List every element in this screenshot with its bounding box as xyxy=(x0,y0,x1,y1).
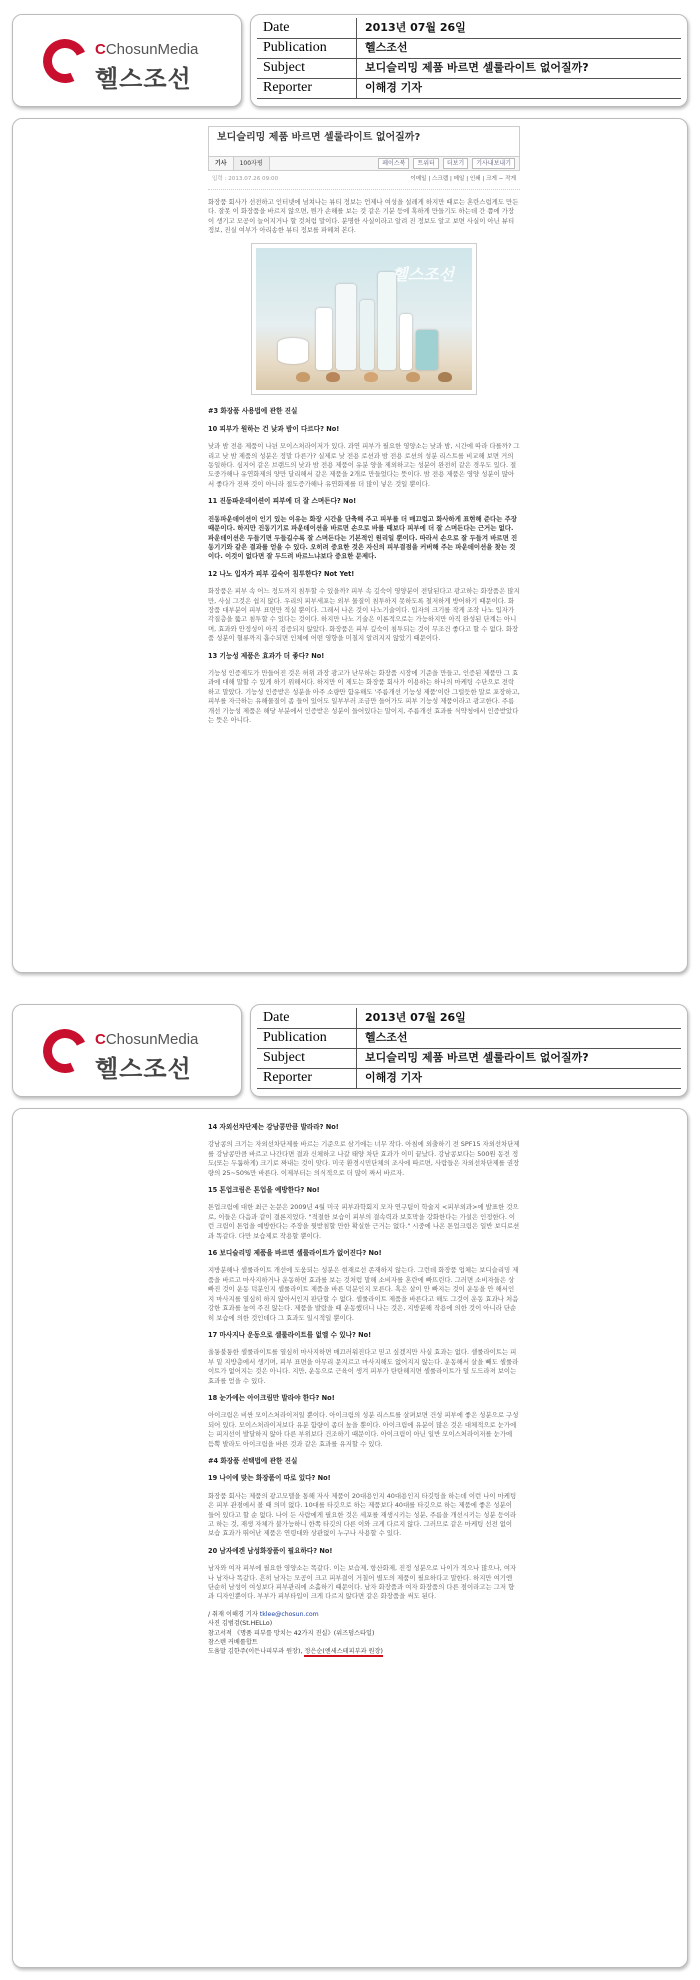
logo-en: CChosunMedia xyxy=(95,41,199,58)
meta-key: Subject xyxy=(257,58,357,78)
photo-watermark: 헬스조선 xyxy=(392,265,454,285)
answer-15: 톤업크림에 대한 최근 논문은 2009년 4월 미국 피부과학회지 모자 연구팀이 학술지 <피부외과>에 발표한 것으로, 이들은 다음과 같이 결론지었다. "적절한 보습이 피부의 결속력과 보호막을 강화한다는 가설은 인정한다. 이런 크림이 톤업을 예방한다는 주장을 뒷받침할 만한 확실한 근거는 없다." 시중에 나온 톤업크림은 일반 보디로션과 똑같다. 다만 보습제로 작용할 뿐이다. xyxy=(208,1203,520,1240)
meta-row-date xyxy=(257,19,681,39)
question-14: 14 자외선차단제는 강남콩만큼 발라라? No! xyxy=(208,1123,339,1131)
meta-row-subject xyxy=(257,59,681,79)
tab-comments[interactable]: 100자평 xyxy=(234,157,270,170)
answer-10: 낮과 밤 전용 제품이 나뉜 모이스처라이저가 있다. 과연 피부가 필요한 영양소는 낮과 밤, 시간에 따라 다를까? 그리고 낮 밤 제품의 성분은 정말 다른가? 실제로 낮 전용 로션과 밤 전용 로션의 성분 리스트를 비교해 보면 거의 동일하다. 심지어 같은 브랜드의 낮과 밤 전용 제품이 유분 양을 제외하고는 성분이 완전히 같은 경우도 있다. 절도중가해나 유연화제의 양만 달리해서 같은 제품을 2개로 만들었다는 뜻이다. 밤 전용 제품은 영양 성분이 많아서 좋다가 진짜 것이 아니라 절도증가해나 유연화제를 더 많이 넣은 것일 뿐이다. xyxy=(208,442,520,488)
meta-row-reporter xyxy=(257,1069,681,1089)
article-date: 입력 : 2013.07.26 09:00 xyxy=(212,176,279,183)
meta-value: 이해경 기자 xyxy=(365,1071,422,1084)
meta-key: Date xyxy=(257,1008,357,1028)
article-frame xyxy=(12,118,688,973)
meta-value: 2013년 07월 26일 xyxy=(365,1011,466,1024)
answer-13: 기능성 인증제도가 만들어진 것은 허위 과장 광고가 난무하는 화장품 시장에 기준을 만들고, 인증된 제품만 그 효과에 대해 말할 수 있게 하기 위해서다. 하지만 이 제도는 화장품 회사가 이용하는 하나의 마케팅 수단으로 전락하고 말았다. 기능성 인증받은 성분을 아주 소량만 함유해도 '주름개선 기능성 제품'이란 그럴듯한 말로 포장하고, 피부를 자극하는 유해물질이 좀 들어 있어도 일부부러 조금만 들어가도 피부 기능성 제품이라고 광고한다. 주름개선 기능성 제품은 해당 부분에서 인증받은 성분이 들어있다는 말이지, 주름개선 효과를 식약청에서 인증받았다는 뜻은 아니다. xyxy=(208,668,520,724)
highlighted-advisor: 정은순(엔세스테피부과 원장) xyxy=(304,1648,383,1656)
question-12: 12 나노 입자가 피부 깊숙이 침투한다? Not Yet! xyxy=(208,569,355,578)
meta-key: Reporter xyxy=(257,1068,357,1088)
meta-value: 이해경 기자 xyxy=(365,81,422,94)
credit-author: 참스텐 커베롤합트 xyxy=(208,1639,258,1647)
article-tabs xyxy=(208,157,520,171)
question-16: 16 보디슬리밍 제품을 바르면 셀룰라이트가 없어진다? No! xyxy=(208,1249,382,1258)
section-heading: #3 화장품 사용법에 관한 진실 xyxy=(208,407,298,416)
clipping-header xyxy=(12,1004,688,1099)
chosun-logo-icon xyxy=(37,33,93,89)
meta-key: Publication xyxy=(257,38,357,58)
answer-19: 화장품 회사는 제품의 광고모델을 통해 자사 제품이 20대용인지 40대용인지 타깃팅을 하는데 이런 나이 마케팅은 피부 관점에서 볼 때 의미 없다. 10대를 타깃으로 하는 제품보다 40대를 타깃으로 하는 제품에 좋은 성분이 들어 있다고 할 순 없다. 나이 든 사람에게 필요한 것은 세포를 재생시키는 성분, 주름을 개선시키는 성분 등이라고 하는 것, 재생 자체가 불가능하니 한쪽 타깃의 다른 이와 크게 다르지 않다. 그러므로 같은 마케팅 선전 없이 보습 효과가 뛰어난 제품은 연령대와 상관없이 누구나 사용할 수 있다. xyxy=(208,1491,517,1538)
reporter-email-link[interactable]: tklee@chosun.com xyxy=(259,1610,319,1618)
question-19: 19 나이에 맞는 화장품이 따로 있다? No! xyxy=(208,1474,331,1483)
meta-row-subject xyxy=(257,1049,681,1069)
credit-photo: 사진 김범검(St.HELLo) xyxy=(208,1620,273,1628)
credit-book: 참고서적 《명품 피부를 망치는 42가지 진실》(위즈덤스타일) xyxy=(208,1629,375,1637)
meta-value: 헬스조선 xyxy=(365,1031,408,1044)
chosunmedia-logo xyxy=(12,14,242,107)
article-frame xyxy=(12,1108,688,1968)
answer-14: 강남콩의 크기는 자외선차단제를 바르는 기준으로 삼기에는 너무 작다. 아침에 외출하기 전 SPF15 자외선차단제를 강남콩만큼 바르고 나간다면 결과 신체하고 나갈 태양 차단 효과가 이미 끝났다. 강남콩보다는 500원 동전 정도(또는 두툼하게) 크기로 짜내는 것이 맞다. 미국 환경시민단체의 조사에 따르면, 사람들은 자외선차단제를 권장량의 25~50%만 바른다. 이제부터는 의식적으로 더 많이 짜서 바르자. xyxy=(208,1140,520,1177)
article-body-2 xyxy=(208,1117,520,1657)
meta-key: Date xyxy=(257,18,357,38)
export-article-button[interactable]: 기사내보내기 xyxy=(472,158,515,169)
answer-16: 지방분해나 셀룰라이트 개선에 도움되는 성분은 현재로선 존재하지 않는다. 그런데 화장품 업체는 보디슬리밍 제품을 바르고 마사지하거나 운동하면 효과를 보는 것처럼 말해 소비자를 혼란에 빠뜨린다. 그러면 소비자들은 상 빠진 것이 운동 덕분인지 셀룰라이트 제품을 바른 덕분인지 모른다. 혹은 살이 안 빠지는 것이 운동을 안 해서인지 마사지를 열심히 하지 않아서인지 판단할 수 없다. 셀룰라이트 제품을 바른다고 해도 그것이 운동 효과나 처음 강한 효과를 높여 주진 않는다. 제품을 발랐을 때 운동했더니 나는 것은, 지방분해 작용에 의한 것이 아니라 단순히 보습에 의한 것인데다 그 효과도 일시적일 뿐이다. xyxy=(208,1266,519,1322)
logo-kr: 헬스조선 xyxy=(95,1055,192,1083)
meta-key: Subject xyxy=(257,1048,357,1068)
chosunmedia-logo xyxy=(12,1004,242,1097)
answer-17: 울퉁불퉁한 셀룰라이트를 열심히 마사지하면 매끄러워진다고 믿고 싶겠지만 사실 효과는 없다. 셀룰라이트는 피부 밑 지방층에서 생기며, 피부 표면을 아무리 문지르고 마사지해도 없어지지 않는다. 운동해서 살을 빼도 셀룰라이트가 없어지는 것은 아니다. 지만, 운동으로 근육이 생겨 피부가 탄탄해지면 셀룰라이트가 덜 도드라져 보이는 효과를 얻을 수 있다. xyxy=(208,1348,519,1385)
credit-reporter: / 취재 이해경 기자 tklee@chosun.com xyxy=(208,1610,319,1618)
share-more-button[interactable]: 더보기 xyxy=(443,158,468,169)
meta-key: Reporter xyxy=(257,78,357,98)
answer-20: 남자와 여자 피부에 필요한 영양소는 똑같다. 이는 보습제, 항산화제, 진정 성분으로 나이가 적으나 많으나, 여자나 남자나 똑같다. 흔히 남자는 모공이 크고 피부결이 거칠어 별도의 제품이 필요하다고 말한다. 하지만 여기엔 단순히 남성이 여성보다 피부관리에 소홀하기 때문이다. 남자 화장품과 여자 화장품의 다른 점이라고는 그저 향과 디자인뿐이다. 부부가 피부타입이 크게 다르지 않다면 같은 화장품을 써도 된다. xyxy=(208,1564,517,1601)
share-bar xyxy=(378,158,519,169)
meta-value: 보디슬리밍 제품 바르면 셀룰라이트 없어질까? xyxy=(365,1051,589,1064)
meta-key: Publication xyxy=(257,1028,357,1048)
question-15: 15 톤업크림은 톤업을 예방한다? No! xyxy=(208,1186,320,1195)
meta-row-publication xyxy=(257,1029,681,1049)
cosmetics-photo xyxy=(251,243,477,395)
question-20: 20 남자에겐 남성화장품이 필요하다? No! xyxy=(208,1546,333,1555)
meta-value: 헬스조선 xyxy=(365,41,408,54)
credit-advisors: 도움말 김한주(이든나피부과 원장), 정은순(엔세스테피부과 원장) xyxy=(208,1648,383,1656)
article-tools[interactable]: 이메일 | 스크랩 | 메일 | 인쇄 | 크게 − 작게 xyxy=(410,176,516,183)
share-facebook-button[interactable]: 페이스북 xyxy=(378,158,409,169)
share-twitter-button[interactable]: 트위터 xyxy=(413,158,438,169)
question-10: 10 피부가 원하는 건 낮과 밤이 다르다? No! xyxy=(208,424,340,433)
question-13: 13 기능성 제품은 효과가 더 좋다? No! xyxy=(208,651,325,660)
answer-18: 아이크림은 비싼 모이스처라이저일 뿐이다. 아이크림의 성분 리스트를 살펴보면 건성 피부에 좋은 성분으로 구성되어 있다. 모이스처라이저보다 유분 함량이 좀더 높을 뿐이다. 아이크림에 유분이 많은 것은 대체적으로 눈가에는 피지선이 발달하지 않아 다른 부위보다 건조하기 때문이다. 아이크림이 아닌 일반 모이스처라이저를 눈가에 듬뿍 발라도 아이크림을 바른 것과 같은 효과를 유지할 수 있다. xyxy=(208,1411,519,1448)
article-intro: 화장품 회사가 선전하고 인터넷에 넘쳐나는 뷰티 정보는 언제나 여성을 설레게 하지만 때로는 혼란스럽게도 만든다. 잘못 이 화장품을 바르지 않으면, 뭔가 손해를 보는 것 같은 기분 등에 혹하게 만들기도 하는데 간 쯤에 가장이 생기고 모공이 늘어지거나 할 것처럼 말이다. 분명한 사실이라고 알려 진 정보도 알고 보면 사실이 아닌 뷰티 정보, 진실 여부가 아리송한 뷰티 정보를 파헤쳐 본다. xyxy=(208,197,519,235)
answer-11: 진동파운데이션이 인기 있는 이유는 화장 시간을 단축해 주고 피부를 더 매끄럽고 화사하게 표현해 준다는 주장 때문이다. 하지만 진동기기로 파운데이션을 바르면 손으로 바를 때보다 피부에 더 잘 스며든다는 근거는 없다. 파운데이션은 두들기면 두들길수록 잘 스며든다는 기본적인 원리일 뿐이다. 따라서 손으로 잘 두들겨 바르면 진동기기와 같은 결과를 얻을 수 있다. 오히려 중요한 것은 자신의 피부결점을 커버해 주는 파운데이션을 찾는 것이다. 이것이 없다면 잘 두드려 바르느냐보다 중요한 문제다. xyxy=(208,514,518,561)
question-18: 18 눈가에는 아이크림만 발라야 한다? No! xyxy=(208,1393,335,1402)
chosun-logo-icon xyxy=(37,1023,93,1079)
logo-kr: 헬스조선 xyxy=(95,65,192,93)
article-body-1 xyxy=(208,126,520,733)
question-11: 11 진동파운데이션이 피부에 더 잘 스며든다? No! xyxy=(208,497,357,506)
article-info xyxy=(208,171,520,189)
logo-en: CChosunMedia xyxy=(95,1031,199,1048)
meta-row-publication xyxy=(257,39,681,59)
meta-row-reporter xyxy=(257,79,681,99)
section-heading: #4 화장품 선택법에 관한 진실 xyxy=(208,1456,298,1465)
credits xyxy=(208,1610,520,1657)
answer-12: 화장품은 피부 속 어느 정도까지 침투할 수 있을까? 피부 속 깊숙이 영양분이 전달된다고 광고하는 화장품은 많지만, 사실 그것은 쉽지 않다. 우리의 피부세포는 외부 물질이 침투하지 못하도록 철저하게 방어하기 때문이다. 화장품 대부분이 피부 표면만 적실 뿐이다. 그래서 나온 것이 나노기술이다. 입자의 크기를 작게 조작 나노 입자가 각질층을 뚫고 침투할 수 있다는 것이다. 하지만 나노 기술은 이론적으로는 가능하지만 아직 완성된 단계는 아니며, 효과와 안정성이 아직 검증되지 않았다. 화장품은 피부 깊숙이 침투되는 것이 무조건 좋다고 할 수 없다. 화장품 성분이 혈류까지 흡수되면 인체에 어떤 영향을 미칠지 알려지지 않았기 때문이다. xyxy=(208,587,520,643)
meta-table xyxy=(250,1004,688,1097)
article-title: 보디슬리밍 제품 바르면 셀룰라이트 없어질까? xyxy=(208,126,520,157)
meta-value: 2013년 07월 26일 xyxy=(365,21,466,34)
meta-value: 보디슬리밍 제품 바르면 셀룰라이트 없어질까? xyxy=(365,61,589,74)
tab-article[interactable]: 기사 xyxy=(209,157,234,170)
question-17: 17 마사지나 운동으로 셀룰라이트를 없앨 수 있나? No! xyxy=(208,1330,372,1339)
meta-row-date xyxy=(257,1009,681,1029)
clipping-header xyxy=(12,14,688,109)
meta-table xyxy=(250,14,688,107)
page-2 xyxy=(0,990,700,1980)
